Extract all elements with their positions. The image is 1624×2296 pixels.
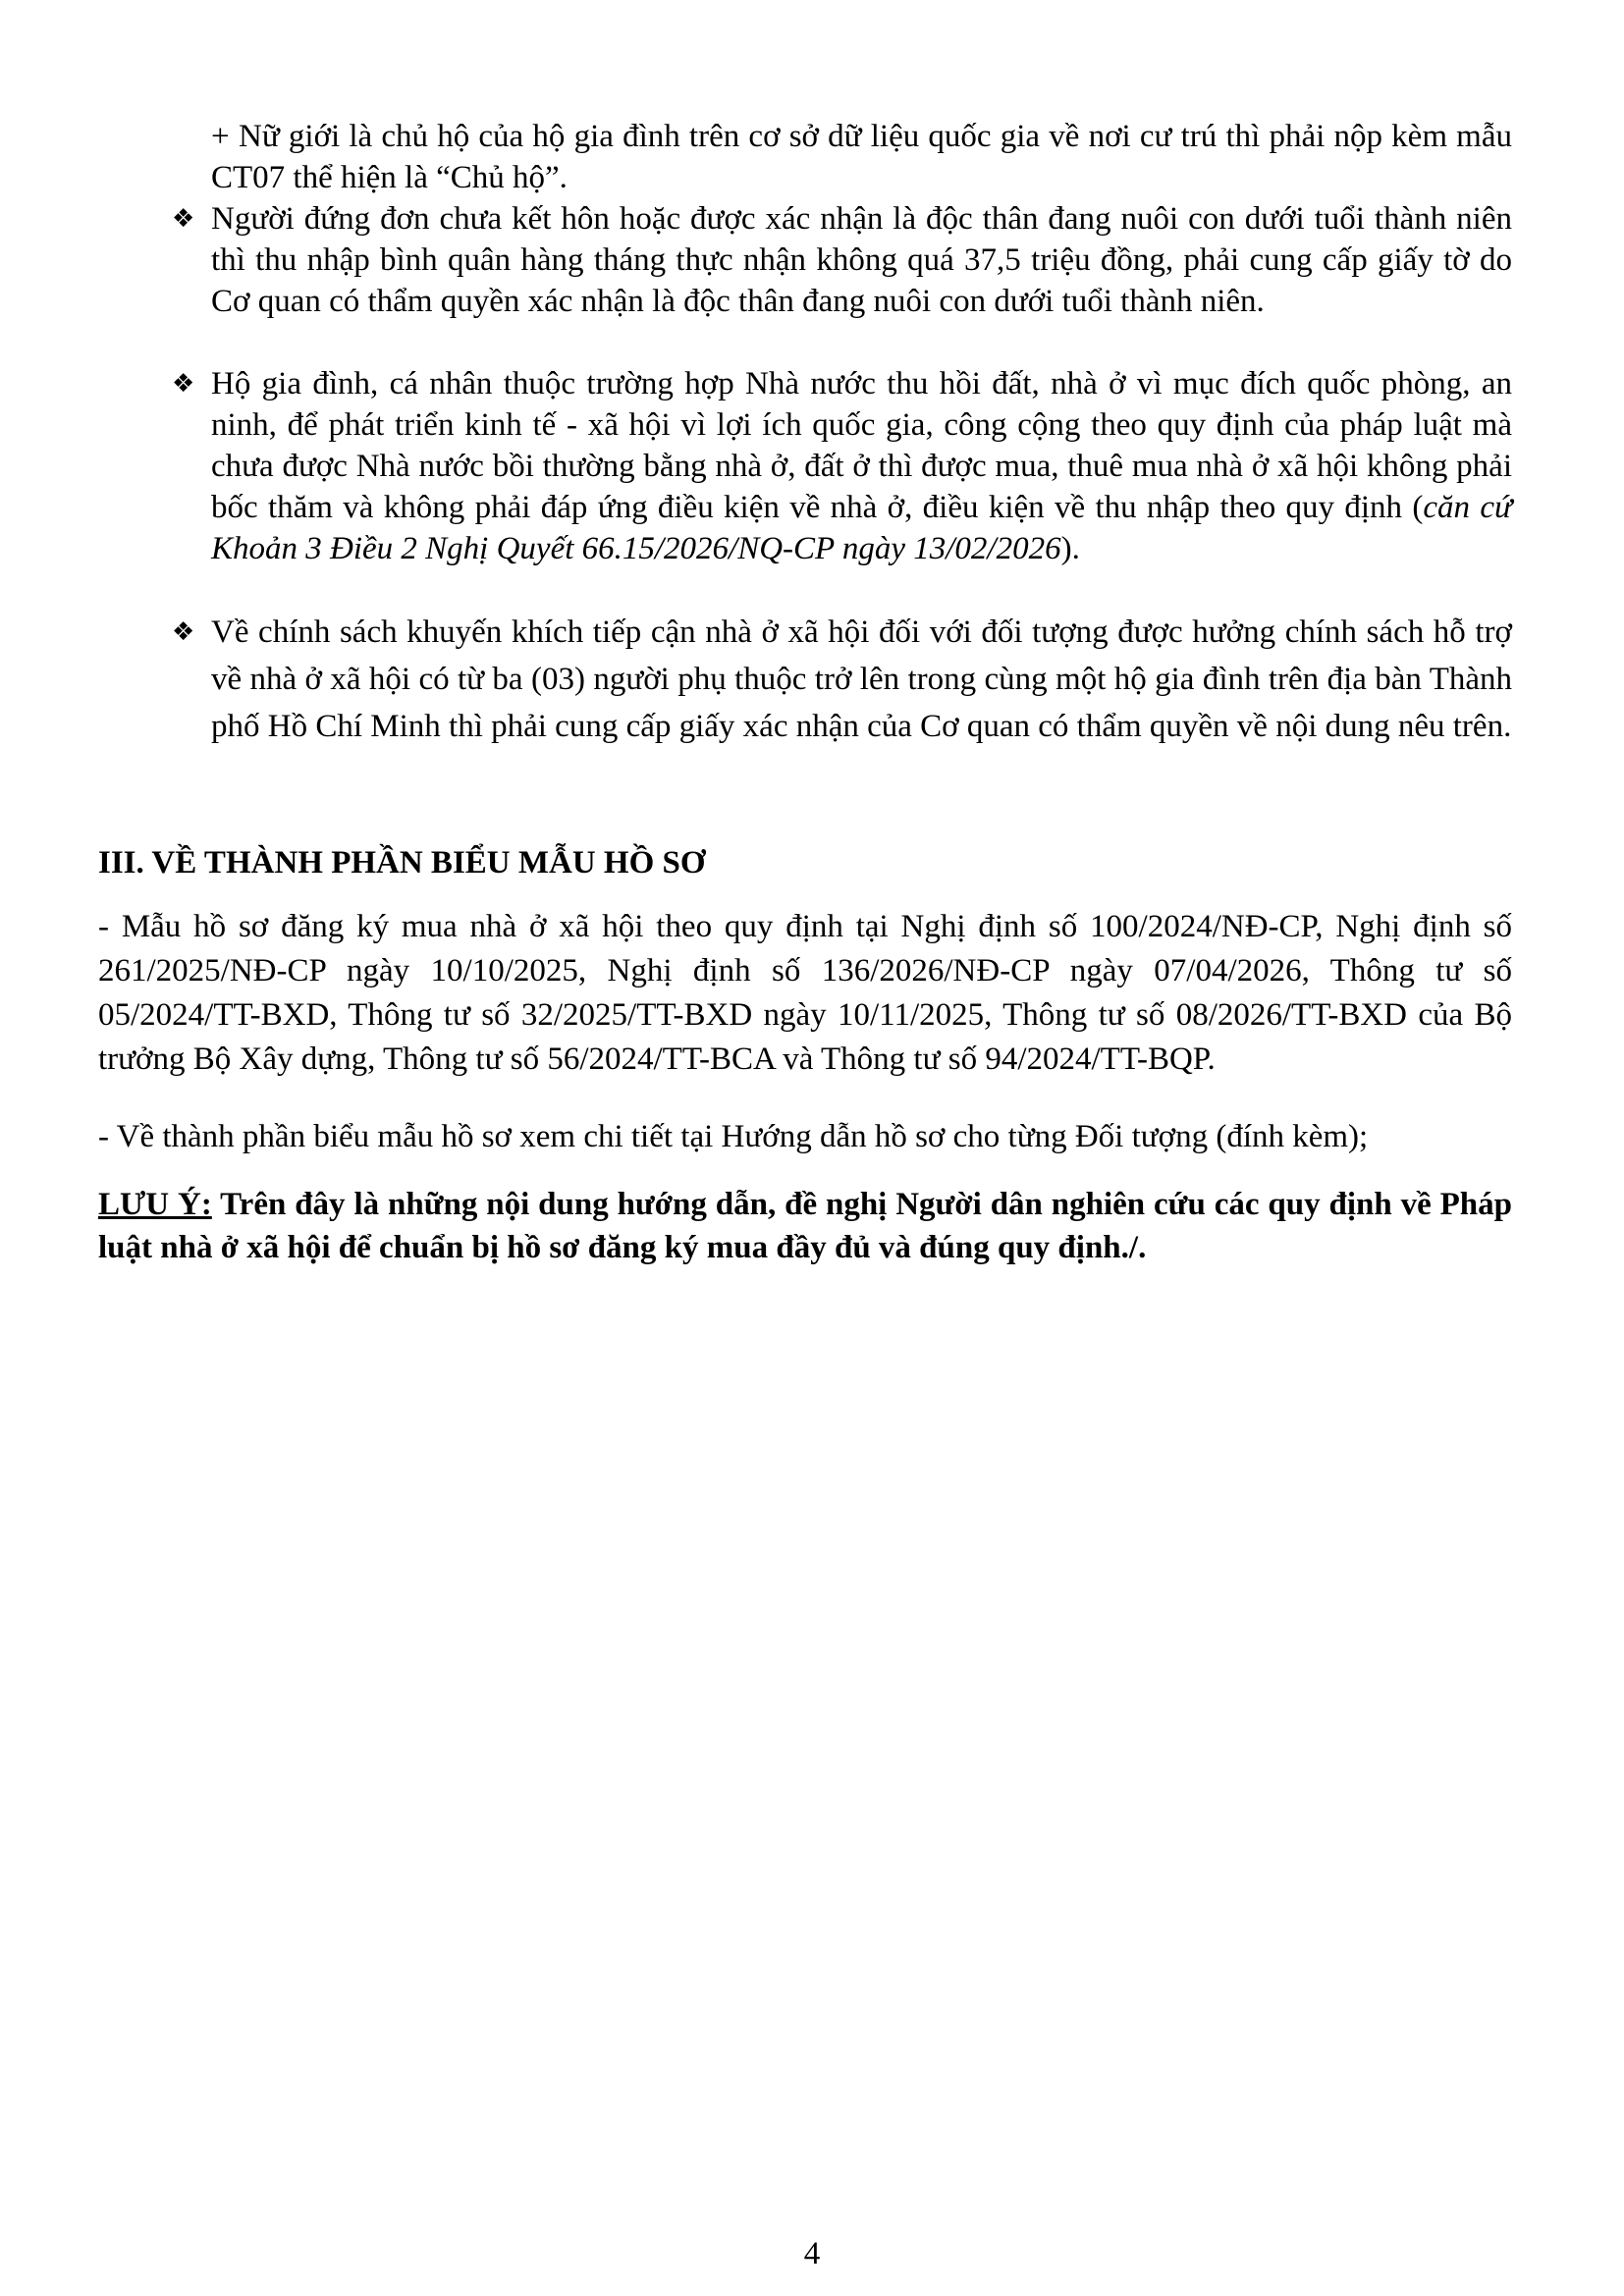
section-heading: III. VỀ THÀNH PHẦN BIỂU MẪU HỒ SƠ <box>98 845 706 881</box>
bullet-item-single-parent <box>172 198 1512 322</box>
legal-citation: căn cứ Khoản 3 Điều 2 Nghị Quyết 66.15/2026/NQ-CP ngày 13/02/2026 <box>211 490 1512 566</box>
diamond-bullet-icon: ❖ <box>172 204 195 234</box>
page-number: 4 <box>803 2236 821 2271</box>
diamond-bullet-icon: ❖ <box>172 617 195 647</box>
note-paragraph <box>98 1183 1512 1269</box>
bullet-item-land-recovery <box>172 363 1512 569</box>
note-text: Trên đây là những nội dung hướng dẫn, đề nghị Người dân nghiên cứu các quy định về Pháp luật nhà ở xã hội để chuẩn bị hồ sơ đăng ký mua đầy đủ và đúng quy định./. <box>98 1187 1512 1265</box>
bullet-text-main: Hộ gia đình, cá nhân thuộc trường hợp Nhà nước thu hồi đất, nhà ở vì mục đích quốc phòng, an ninh, để phát triển kinh tế - xã hội vì lợi ích quốc gia, công cộng theo quy định của pháp luật mà chưa được Nhà nước bồi thường bằng nhà ở, đất ở thì được mua, thuê mua nhà ở xã hội không phải bốc thăm và không phải đáp ứng điều kiện về nhà ở, điều kiện về thu nhập theo quy định ( <box>211 366 1512 525</box>
note-label: LƯU Ý: <box>98 1187 212 1222</box>
section-paragraph-attachments: - Về thành phần biểu mẫu hồ sơ xem chi tiết tại Hướng dẫn hồ sơ cho từng Đối tượng (đính kèm); <box>98 1119 1369 1154</box>
bullet-text-end: ). <box>1060 531 1080 566</box>
bullet-text <box>211 363 1512 569</box>
bullet-text: Người đứng đơn chưa kết hôn hoặc được xác nhận là độc thân đang nuôi con dưới tuổi thành niên thì thu nhập bình quân hàng tháng thực nhận không quá 37,5 triệu đồng, phải cung cấp giấy tờ do Cơ quan có thẩm quyền xác nhận là độc thân đang nuôi con dưới tuổi thành niên. <box>211 201 1512 319</box>
diamond-bullet-icon: ❖ <box>172 369 195 399</box>
section-paragraph-forms: - Mẫu hồ sơ đăng ký mua nhà ở xã hội theo quy định tại Nghị định số 100/2024/NĐ-CP, Nghị định số 261/2025/NĐ-CP ngày 10/10/2025, Nghị định số 136/2026/NĐ-CP ngày 07/04/2026, Thông tư số 05/2024/TT-BXD, Thông tư số 32/2025/TT-BXD ngày 10/11/2025, Thông tư số 08/2026/TT-BXD của Bộ trưởng Bộ Xây dựng, Thông tư số 56/2024/TT-BCA và Thông tư số 94/2024/TT-BQP. <box>98 909 1512 1077</box>
plus-item-text: Nữ giới là chủ hộ của hộ gia đình trên cơ sở dữ liệu quốc gia về nơi cư trú thì phải nộp kèm mẫu CT07 thể hiện là “Chủ hộ”. <box>211 119 1512 195</box>
plus-list-item <box>211 116 1512 198</box>
bullet-text: Về chính sách khuyến khích tiếp cận nhà ở xã hội đối với đối tượng được hưởng chính sách hỗ trợ về nhà ở xã hội có từ ba (03) người phụ thuộc trở lên trong cùng một hộ gia đình trên địa bàn Thành phố Hồ Chí Minh thì phải cung cấp giấy xác nhận của Cơ quan có thẩm quyền về nội dung nêu trên. <box>211 614 1512 744</box>
bullet-item-dependents <box>172 609 1512 750</box>
plus-symbol: + <box>211 119 230 154</box>
